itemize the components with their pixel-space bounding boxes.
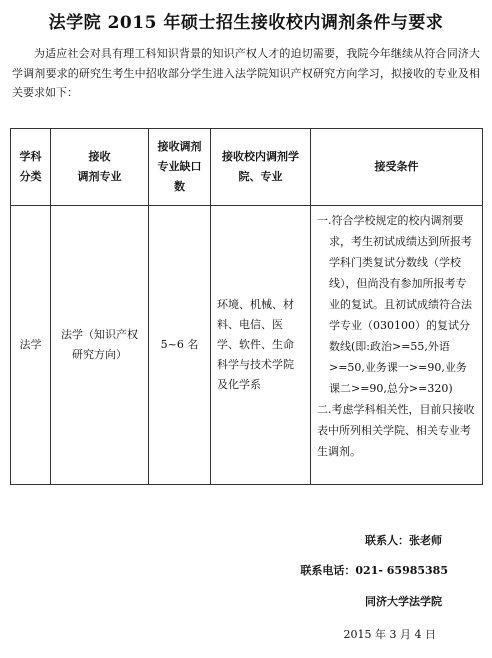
document-title: 法学院 2015 年硕士招生接收校内调剂条件与要求 [48, 13, 444, 33]
organization-name: 同济大学法学院 [365, 595, 442, 608]
table-header-row [11, 129, 483, 206]
condition-item-2: 二.考虑学科相关性，目前只接收表中所列相关学院、相关专业考生调剂。 [317, 403, 475, 458]
header-conditions: 接受条件 [311, 129, 483, 206]
cell-conditions [311, 206, 483, 485]
header-quota: 接收调剂 专业缺口 数 [149, 129, 211, 206]
cell-category: 法学 [11, 206, 51, 485]
condition-item-1: 一.符合学校规定的校内调剂要求，考生初试成绩达到所报考学科门类复试分数线（学校线），但尚没有参加所报考专业的复试。且初试成绩符合法学专业（030100）的复试分数线(即:政治>=55,外语>=50,业务课一>=90,业务课二>=90,总分>=320) [317, 214, 472, 395]
intro-paragraph: 为适应社会对具有理工科知识背景的知识产权人才的迫切需要，我院今年继续从符合同济大学调剂要求的研究生考生中招收部分学生进入法学院知识产权研究方向学习，拟接收的专业及相关要求如下： [12, 47, 480, 99]
cell-quota: 5~6 名 [149, 206, 211, 485]
document-date: 2015 年 3 月 4 日 [343, 628, 436, 641]
contact-phone: 联系电话：021- 65985385 [300, 564, 448, 577]
header-category: 学科 分类 [11, 129, 51, 206]
contact-person: 联系人：张老师 [365, 534, 442, 547]
header-major: 接收 调剂专业 [51, 129, 149, 206]
cell-major: 法学（知识产权研究方向） [51, 206, 149, 485]
requirements-table [10, 128, 483, 485]
table-row [11, 206, 483, 485]
header-source: 接收校内调剂学 院、专业 [211, 129, 311, 206]
cell-source-schools: 环境、机械、材料、电信、医学、软件、生命科学与技术学院及化学系 [211, 206, 311, 485]
